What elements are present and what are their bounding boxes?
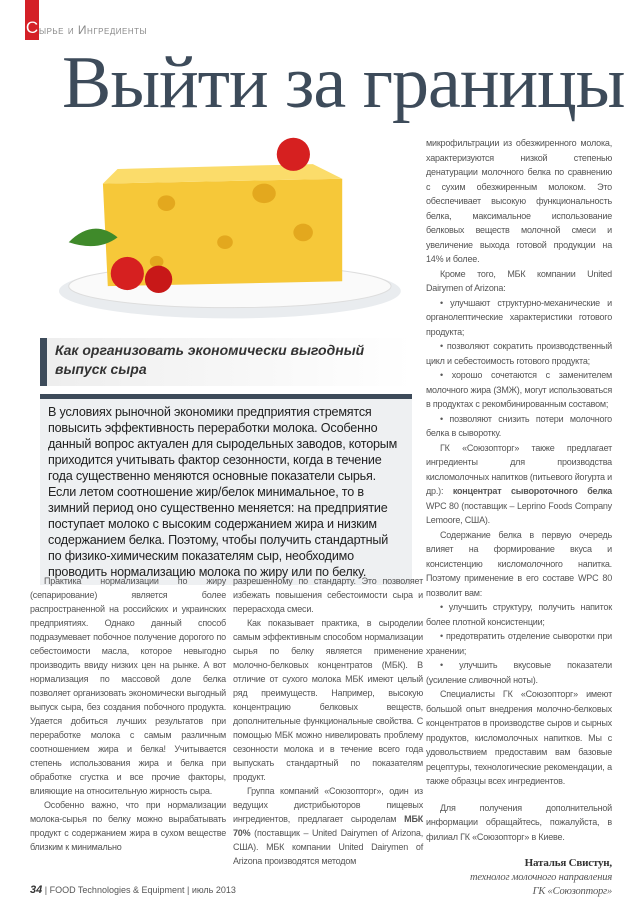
cheese-photo (45, 125, 405, 335)
author-company: ГК «Союзопторг» (532, 886, 612, 897)
paragraph: Практика нормализации по жиру (сепарирование) является более распространенной на российских и украинских предприятиях. Однако данный способ подразумевает побочное получение дорогого по себестоимости масла, которое невыгодно производить ввиду низких цен на рынке. А вот нормализация по массовой доле белка позволяет организовать экономически выгодный выпуск сыра, без создания побочного продукта. Удается добиться лучших результатов при переработке молока с самым различным соотношением жира и белка! Учитывается степень использования жира и белка при обработке сгустка и все прочие факторы, влияющие на относительную жирность сыра. (30, 576, 226, 796)
bullet-item: • позволяют сократить производственный цикл и себестоимость готового продукта; (426, 341, 612, 366)
author-name: Наталья Свистун, (524, 857, 612, 869)
bullet-item: • предотвратить отделение сыворотки при хранении; (426, 631, 612, 656)
section-mark: С (25, 0, 39, 40)
section-label: ырье и Ингредиенты (39, 23, 148, 37)
paragraph: Особенно важно, что при нормализации молока-сырья по белку можно вырабатывать продукт с содержанием жира в сухом веществе близким к минимально (30, 800, 226, 852)
paragraph: разрешенному по стандарту. Это позволяет избежать повышения себестоимости сыра и перерасхода смеси. (233, 576, 423, 614)
column-1 (30, 574, 226, 854)
paragraph: Как показывает практика, в сыроделии самым эффективным способом нормализации сырья по белку является применение молочно-белковых концентратов (МБК). В отличие от сухого молока МБК имеют целый ряд преимуществ. Например, высокую концентрацию белковых веществ, дополнительные функциональные свойства. С помощью МБК можно нивелировать проблему сезонности молока и в течение всего года выпускать стандартный по показателям продукт. (233, 618, 423, 782)
lead-paragraph: В условиях рыночной экономики предприятия стремятся повысить эффективность переработки молока. Особенно данный вопрос актуален для сыродельных заводов, которым приходится учитывать фактор сезонности, когда в течение года существенно меняются основные показатели сырья. Если летом соотношение жир/белок минимальное, то в зимний период оно существенно меняется: на предприятие поступает молоко с высоким содержанием жира и низким содержанием белка. Поэтому, чтобы получить стандартный по физико-химическим показателям сыр, необходимо проводить нормализацию молока по жиру или по белку. (40, 394, 412, 585)
bullet-item: • улучшают структурно-механические и органолептические характеристики готового продукта; (426, 297, 612, 337)
paragraph: Кроме того, МБК компании United Dairymen of Arizona: (426, 268, 612, 293)
bullet-item: • улучшить структуру, получить напиток более плотной консистенции; (426, 602, 612, 627)
text: Группа компаний «Союзопторг», один из ведущих дистрибьюторов пищевых ингредиентов, предлагает сыроделам (233, 786, 423, 824)
text: (поставщик – United Dairymen of Arizona, США). МБК компании United Dairymen of Arizona производятся методом (233, 828, 423, 866)
issue-date: июль 2013 (191, 885, 236, 895)
page-number: 34 (30, 884, 43, 896)
column-3 (426, 136, 612, 900)
product-name: МБК 70% (233, 814, 423, 838)
paragraph: микрофильтрации из обезжиренного молока, характеризуются низкой степенью денатурации молочного белка по сравнению с сухим обезжиренным молоком. Это обеспечивает высокую функциональность белка, максимальное использование белковых веществ молочной смеси и увеличение выхода готовой продукции на 14% и более. (426, 138, 612, 264)
section-header (25, 0, 147, 40)
bullet-item: • улучшить вкусовые показатели (усиление сливочной ноты). (426, 660, 612, 685)
paragraph (426, 441, 612, 528)
paragraph: Для получения дополнительной информации обращайтесь, пожалуйста, в филиал ГК «Союзопторг» в Киеве. (426, 802, 612, 842)
article-title: Выйти за границы (62, 42, 625, 124)
magazine-name: FOOD Technologies & Equipment (49, 885, 185, 895)
page-footer: 34 | FOOD Technologies & Equipment | июль 2013 (30, 884, 236, 896)
paragraph (233, 784, 423, 868)
paragraph: Специалисты ГК «Союзопторг» имеют большой опыт внедрения молочно-белковых концентратов в производстве сыров и сырных продуктов, кисломолочных напитков. Мы с удовольствием предоставим вам базовые рецептуры, технологические рекомендации, а также образцы всех ингредиентов. (426, 689, 612, 786)
author-role: технолог молочного направления (469, 871, 612, 883)
text: WPC 80 (поставщик – Leprino Foods Company Lemoore, США). (426, 500, 612, 525)
article-subtitle: Как организовать экономически выгодный выпуск сыра (40, 338, 412, 386)
column-2 (233, 574, 423, 868)
product-name: концентрат сывороточного белка (452, 486, 612, 496)
bullet-item: • позволяют снизить потери молочного белка в сыворотку. (426, 413, 612, 438)
text: ГК «Союзопторг» также предлагает ингредиенты для производства кисломолочных напитков (питьевого йогурта и др.): (426, 442, 612, 496)
paragraph: Содержание белка в первую очередь влияет на формирование вкуса и консистенцию кисломолочного напитка. Поэтому применение в его составе WPC 80 позволит вам: (426, 529, 612, 598)
bullet-item: • хорошо сочетаются с заменителем молочного жира (ЗМЖ), могут использоваться в продуктах с рекомбинированным составом; (426, 370, 612, 409)
